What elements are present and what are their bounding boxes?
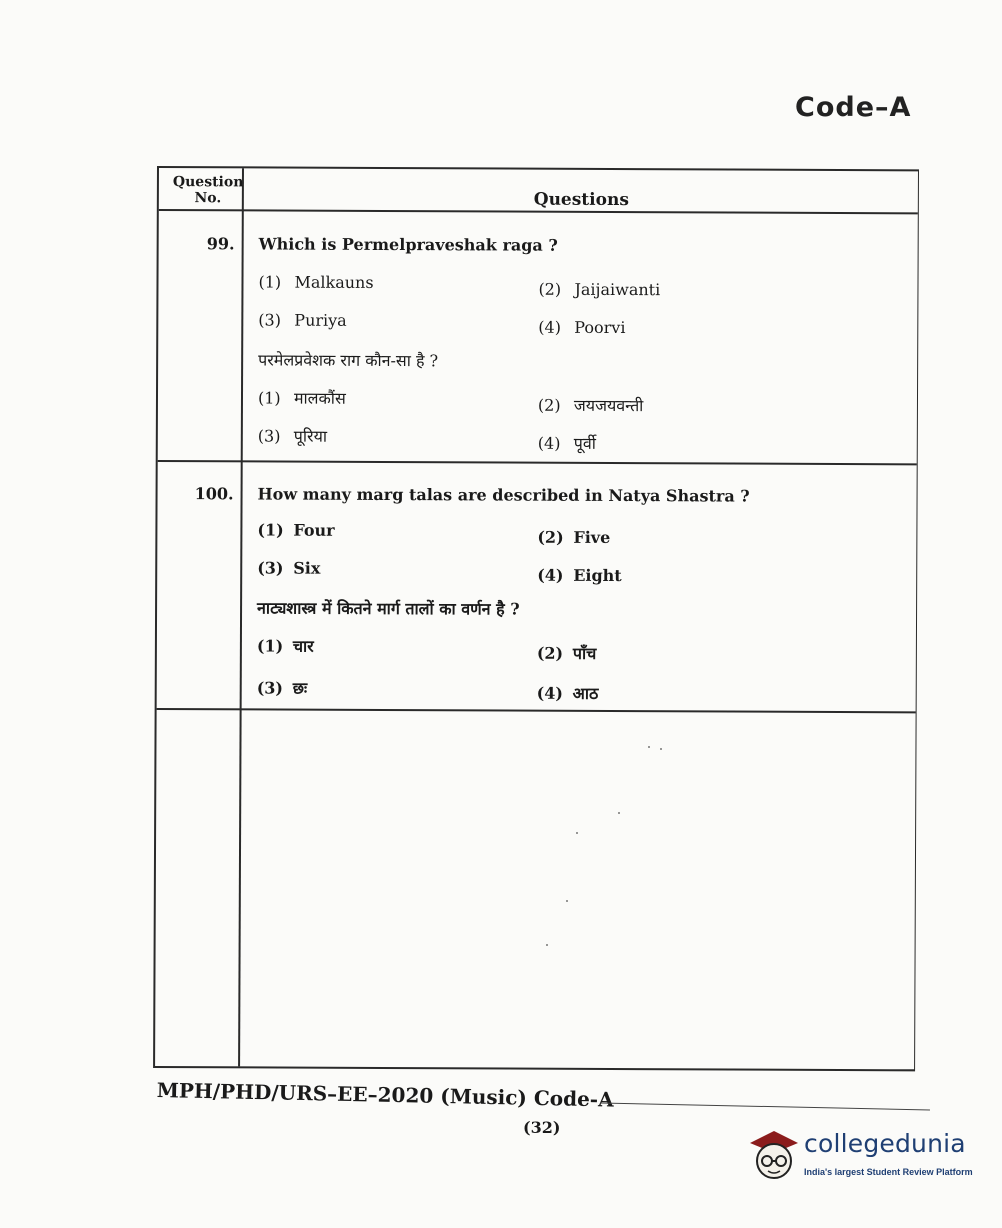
brand-name: collegedunia — [804, 1129, 966, 1158]
question-text-hi: नाट्यशास्त्र में कितने मार्ग तालों का वर्णन है ? — [257, 598, 520, 619]
question-table — [153, 166, 919, 1071]
scan-speck — [660, 748, 662, 750]
column-header-question-no: Question No. — [172, 174, 244, 207]
option-1-hi: (1) चार — [256, 636, 314, 656]
question-number: 100. — [194, 484, 234, 504]
option-2-hi: (2) पाँच — [536, 643, 597, 663]
option-2-hi: (2) जयजयवन्ती — [537, 395, 644, 416]
question-text-en: Which is Permelpraveshak raga ? — [258, 234, 558, 255]
row-divider — [158, 460, 917, 465]
paper-code: Code–A — [795, 92, 912, 123]
option-3-hi: (3) छः — [256, 678, 308, 698]
scan-speck — [566, 900, 568, 902]
brand-tagline: India's largest Student Review Platform — [804, 1167, 973, 1177]
scan-speck — [576, 832, 578, 834]
option-3-hi: (3) पूरिया — [257, 426, 328, 446]
option-4-hi: (4) आठ — [536, 683, 599, 703]
option-2-en: (2) Jaijaiwanti — [538, 279, 661, 300]
page-number: (32) — [523, 1118, 561, 1137]
footer-rule — [600, 1103, 930, 1111]
option-1-en: (1) Malkauns — [258, 272, 374, 292]
column-header-questions: Questions — [533, 189, 629, 211]
scan-speck — [648, 746, 650, 748]
question-text-hi: परमेलप्रवेशक राग कौन-सा है ? — [258, 350, 439, 371]
option-3-en: (3) Puriya — [258, 310, 347, 330]
question-text-en: How many marg talas are described in Natya Shastra ? — [257, 484, 750, 506]
option-4-hi: (4) पूर्वी — [537, 433, 596, 453]
scan-speck — [618, 812, 620, 814]
column-divider — [238, 168, 244, 1066]
option-2-en: (2) Five — [537, 527, 611, 547]
mascot-logo-icon — [744, 1123, 802, 1185]
scan-speck — [546, 944, 548, 946]
option-4-en: (4) Poorvi — [538, 317, 626, 338]
collegedunia-watermark — [744, 1123, 984, 1193]
option-3-en: (3) Six — [257, 558, 321, 578]
option-4-en: (4) Eight — [537, 565, 622, 586]
row-divider — [157, 708, 916, 713]
option-1-en: (1) Four — [257, 520, 335, 540]
exam-code-footer: MPH/PHD/URS–EE–2020 (Music) Code-A — [156, 1078, 614, 1112]
option-1-hi: (1) मालकौंस — [257, 388, 346, 408]
question-number: 99. — [206, 234, 235, 254]
